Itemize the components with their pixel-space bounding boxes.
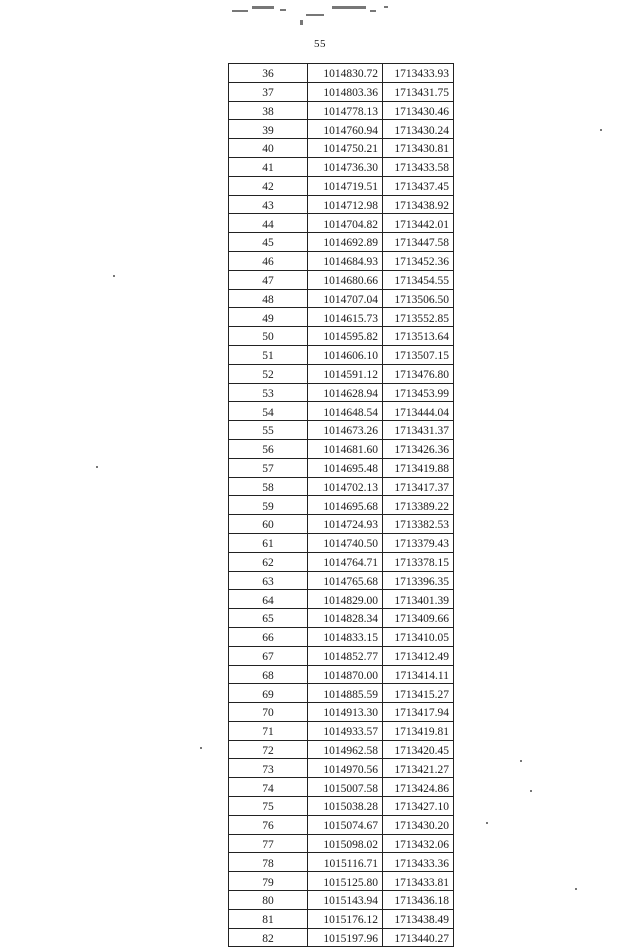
table-row [229,214,454,233]
table-row [229,684,454,703]
y-coordinate-cell: 1713419.81 [383,721,454,740]
x-coordinate-cell: 1014760.94 [308,120,383,139]
table-row [229,176,454,195]
table-row [229,439,454,458]
table-row [229,533,454,552]
x-coordinate-cell: 1014695.48 [308,458,383,477]
x-coordinate-cell: 1015098.02 [308,834,383,853]
y-coordinate-cell: 1713379.43 [383,533,454,552]
point-number-cell: 80 [229,891,308,910]
table-row [229,421,454,440]
point-number-cell: 44 [229,214,308,233]
point-number-cell: 74 [229,778,308,797]
y-coordinate-cell: 1713431.75 [383,82,454,101]
point-number-cell: 48 [229,289,308,308]
y-coordinate-cell: 1713421.27 [383,759,454,778]
x-coordinate-cell: 1015125.80 [308,872,383,891]
point-number-cell: 78 [229,853,308,872]
x-coordinate-cell: 1014750.21 [308,139,383,158]
y-coordinate-cell: 1713382.53 [383,515,454,534]
table-row [229,289,454,308]
x-coordinate-cell: 1014828.34 [308,609,383,628]
point-number-cell: 63 [229,571,308,590]
x-coordinate-cell: 1014615.73 [308,308,383,327]
point-number-cell: 43 [229,195,308,214]
table-row [229,64,454,83]
y-coordinate-cell: 1713427.10 [383,797,454,816]
page-number: 55 [314,38,326,50]
table-row [229,627,454,646]
table-row [229,383,454,402]
point-number-cell: 61 [229,533,308,552]
point-number-cell: 79 [229,872,308,891]
point-number-cell: 51 [229,345,308,364]
y-coordinate-cell: 1713433.93 [383,64,454,83]
table-row [229,834,454,853]
x-coordinate-cell: 1014933.57 [308,721,383,740]
point-number-cell: 46 [229,251,308,270]
point-number-cell: 66 [229,627,308,646]
table-row [229,477,454,496]
table-row [229,778,454,797]
table-row [229,308,454,327]
point-number-cell: 54 [229,402,308,421]
point-number-cell: 39 [229,120,308,139]
y-coordinate-cell: 1713438.49 [383,909,454,928]
point-number-cell: 60 [229,515,308,534]
point-number-cell: 75 [229,797,308,816]
x-coordinate-cell: 1014870.00 [308,665,383,684]
x-coordinate-cell: 1014648.54 [308,402,383,421]
table-row [229,891,454,910]
point-number-cell: 81 [229,909,308,928]
point-number-cell: 69 [229,684,308,703]
y-coordinate-cell: 1713389.22 [383,496,454,515]
table-row [229,345,454,364]
y-coordinate-cell: 1713410.05 [383,627,454,646]
y-coordinate-cell: 1713444.04 [383,402,454,421]
point-number-cell: 82 [229,928,308,947]
table-row [229,233,454,252]
table-row [229,101,454,120]
table-row [229,458,454,477]
table-row [229,759,454,778]
x-coordinate-cell: 1014673.26 [308,421,383,440]
y-coordinate-cell: 1713420.45 [383,740,454,759]
y-coordinate-cell: 1713447.58 [383,233,454,252]
x-coordinate-cell: 1014778.13 [308,101,383,120]
x-coordinate-cell: 1015007.58 [308,778,383,797]
x-coordinate-cell: 1015143.94 [308,891,383,910]
x-coordinate-cell: 1015176.12 [308,909,383,928]
x-coordinate-cell: 1014681.60 [308,439,383,458]
table-row [229,872,454,891]
x-coordinate-cell: 1014830.72 [308,64,383,83]
table-row [229,797,454,816]
x-coordinate-cell: 1014595.82 [308,327,383,346]
y-coordinate-cell: 1713433.58 [383,157,454,176]
x-coordinate-cell: 1014970.56 [308,759,383,778]
table-row [229,609,454,628]
table-row [229,120,454,139]
x-coordinate-cell: 1014606.10 [308,345,383,364]
table-body [229,64,454,947]
x-coordinate-cell: 1014707.04 [308,289,383,308]
y-coordinate-cell: 1713415.27 [383,684,454,703]
point-number-cell: 58 [229,477,308,496]
table-row [229,703,454,722]
y-coordinate-cell: 1713452.36 [383,251,454,270]
point-number-cell: 73 [229,759,308,778]
table-row [229,853,454,872]
point-number-cell: 65 [229,609,308,628]
x-coordinate-cell: 1014719.51 [308,176,383,195]
point-number-cell: 41 [229,157,308,176]
point-number-cell: 77 [229,834,308,853]
x-coordinate-cell: 1014962.58 [308,740,383,759]
y-coordinate-cell: 1713433.36 [383,853,454,872]
x-coordinate-cell: 1014764.71 [308,552,383,571]
x-coordinate-cell: 1014829.00 [308,590,383,609]
table-row [229,909,454,928]
x-coordinate-cell: 1014702.13 [308,477,383,496]
y-coordinate-cell: 1713426.36 [383,439,454,458]
table-row [229,721,454,740]
table-row [229,364,454,383]
y-coordinate-cell: 1713430.46 [383,101,454,120]
y-coordinate-cell: 1713417.37 [383,477,454,496]
table-row [229,139,454,158]
y-coordinate-cell: 1713430.81 [383,139,454,158]
point-number-cell: 72 [229,740,308,759]
y-coordinate-cell: 1713433.81 [383,872,454,891]
table-row [229,157,454,176]
point-number-cell: 47 [229,270,308,289]
table-row [229,82,454,101]
point-number-cell: 38 [229,101,308,120]
x-coordinate-cell: 1014692.89 [308,233,383,252]
y-coordinate-cell: 1713378.15 [383,552,454,571]
point-number-cell: 70 [229,703,308,722]
y-coordinate-cell: 1713401.39 [383,590,454,609]
x-coordinate-cell: 1015116.71 [308,853,383,872]
y-coordinate-cell: 1713442.01 [383,214,454,233]
table-row [229,646,454,665]
point-number-cell: 68 [229,665,308,684]
x-coordinate-cell: 1014852.77 [308,646,383,665]
y-coordinate-cell: 1713513.64 [383,327,454,346]
point-number-cell: 57 [229,458,308,477]
y-coordinate-cell: 1713436.18 [383,891,454,910]
coordinates-table [228,63,454,947]
y-coordinate-cell: 1713552.85 [383,308,454,327]
table-row [229,571,454,590]
point-number-cell: 42 [229,176,308,195]
table-row [229,928,454,947]
y-coordinate-cell: 1713454.55 [383,270,454,289]
point-number-cell: 71 [229,721,308,740]
point-number-cell: 67 [229,646,308,665]
point-number-cell: 56 [229,439,308,458]
point-number-cell: 59 [229,496,308,515]
point-number-cell: 52 [229,364,308,383]
y-coordinate-cell: 1713438.92 [383,195,454,214]
x-coordinate-cell: 1014913.30 [308,703,383,722]
table-row [229,496,454,515]
table-row [229,327,454,346]
y-coordinate-cell: 1713414.11 [383,665,454,684]
y-coordinate-cell: 1713506.50 [383,289,454,308]
table-row [229,815,454,834]
y-coordinate-cell: 1713440.27 [383,928,454,947]
y-coordinate-cell: 1713431.37 [383,421,454,440]
point-number-cell: 45 [229,233,308,252]
y-coordinate-cell: 1713396.35 [383,571,454,590]
x-coordinate-cell: 1014736.30 [308,157,383,176]
x-coordinate-cell: 1014628.94 [308,383,383,402]
point-number-cell: 40 [229,139,308,158]
point-number-cell: 76 [229,815,308,834]
point-number-cell: 37 [229,82,308,101]
table-row [229,590,454,609]
table-row [229,665,454,684]
x-coordinate-cell: 1014765.68 [308,571,383,590]
point-number-cell: 64 [229,590,308,609]
x-coordinate-cell: 1015038.28 [308,797,383,816]
point-number-cell: 53 [229,383,308,402]
x-coordinate-cell: 1014724.93 [308,515,383,534]
x-coordinate-cell: 1014684.93 [308,251,383,270]
x-coordinate-cell: 1014885.59 [308,684,383,703]
x-coordinate-cell: 1014591.12 [308,364,383,383]
y-coordinate-cell: 1713412.49 [383,646,454,665]
table-row [229,251,454,270]
point-number-cell: 62 [229,552,308,571]
x-coordinate-cell: 1014833.15 [308,627,383,646]
y-coordinate-cell: 1713437.45 [383,176,454,195]
y-coordinate-cell: 1713417.94 [383,703,454,722]
table-row [229,740,454,759]
point-number-cell: 36 [229,64,308,83]
point-number-cell: 49 [229,308,308,327]
x-coordinate-cell: 1014740.50 [308,533,383,552]
y-coordinate-cell: 1713507.15 [383,345,454,364]
table-row [229,402,454,421]
x-coordinate-cell: 1014712.98 [308,195,383,214]
y-coordinate-cell: 1713432.06 [383,834,454,853]
y-coordinate-cell: 1713430.24 [383,120,454,139]
y-coordinate-cell: 1713453.99 [383,383,454,402]
point-number-cell: 50 [229,327,308,346]
y-coordinate-cell: 1713476.80 [383,364,454,383]
table-row [229,515,454,534]
table-row [229,552,454,571]
y-coordinate-cell: 1713430.20 [383,815,454,834]
y-coordinate-cell: 1713424.86 [383,778,454,797]
table-row [229,270,454,289]
x-coordinate-cell: 1014695.68 [308,496,383,515]
point-number-cell: 55 [229,421,308,440]
x-coordinate-cell: 1014803.36 [308,82,383,101]
x-coordinate-cell: 1014680.66 [308,270,383,289]
y-coordinate-cell: 1713409.66 [383,609,454,628]
x-coordinate-cell: 1015074.67 [308,815,383,834]
x-coordinate-cell: 1015197.96 [308,928,383,947]
x-coordinate-cell: 1014704.82 [308,214,383,233]
y-coordinate-cell: 1713419.88 [383,458,454,477]
table-row [229,195,454,214]
